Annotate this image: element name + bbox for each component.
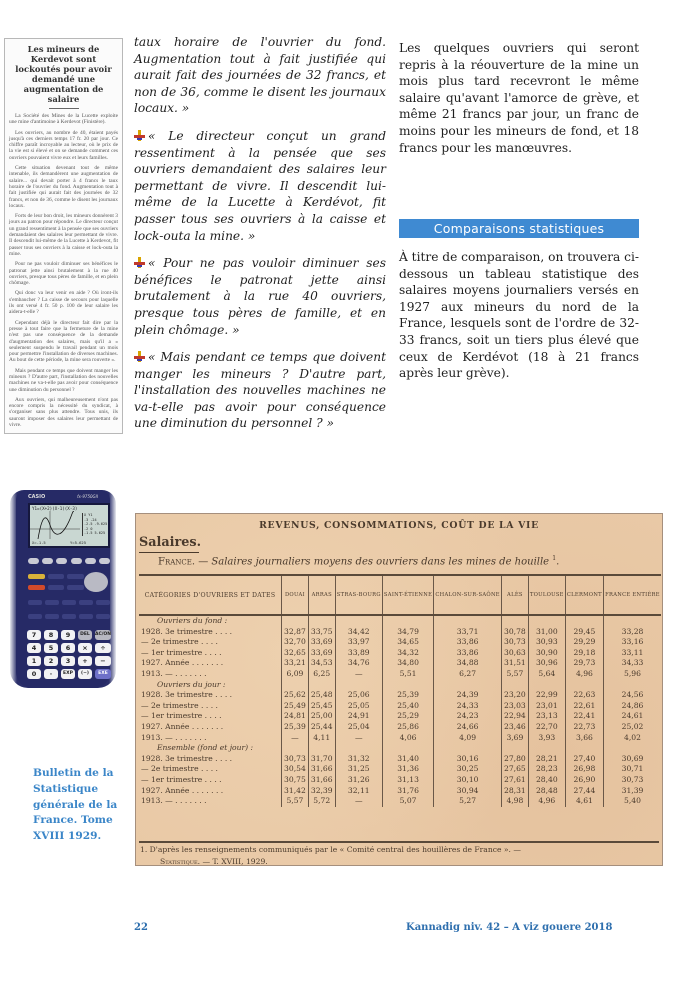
cell-value: 30,78: [501, 627, 528, 638]
group-header-row: [139, 615, 661, 627]
function-keys: [28, 558, 110, 564]
cell-value: 30,10: [434, 775, 502, 786]
cell-value: 32,11: [335, 786, 382, 797]
screen-x-value: X=-1.5: [32, 540, 46, 545]
cell-value: 33,21: [282, 658, 309, 669]
cell-value: 24,61: [604, 711, 661, 722]
calculator-image: [10, 490, 116, 688]
salary-table-body: [139, 615, 661, 807]
cell-value: 34,80: [382, 658, 433, 669]
calculator-key-row: [28, 574, 84, 579]
cell-value: 34,76: [335, 658, 382, 669]
cell-value: 34,65: [382, 637, 433, 648]
table-row: [139, 658, 661, 669]
cell-value: 25,29: [382, 711, 433, 722]
right-column-comparison: [399, 249, 639, 393]
quote-paragraph: taux horaire de l'ouvrier du fond. Augmentation tout à fait justifiée qui aurait fait des journées de 32 francs, et non de 36, comme le disent les journaux locaux. »: [134, 35, 386, 116]
cell-value: 25,44: [308, 722, 335, 733]
cell-value: 34,42: [335, 627, 382, 638]
column-header: DOUAI: [282, 575, 309, 615]
cell-value: 24,39: [434, 690, 502, 701]
cell-value: 24,81: [282, 711, 309, 722]
cell-value: 31,70: [308, 754, 335, 765]
table-header-row: [139, 575, 661, 615]
cell-value: 34,32: [382, 648, 433, 659]
right-column-intro: [399, 40, 639, 167]
cell-value: 32,65: [282, 648, 309, 659]
table-row: [139, 701, 661, 712]
table-row: [139, 775, 661, 786]
cell-value: 31,32: [335, 754, 382, 765]
cell-value: 24,56: [604, 690, 661, 701]
newspaper-clipping: [4, 38, 123, 434]
cell-value: 31,00: [528, 627, 565, 638]
cell-value: 32,39: [308, 786, 335, 797]
row-label: 1928. 3e trimestre . . . .: [141, 690, 233, 700]
body-paragraph: À titre de comparaison, on trouvera ci-dessous un tableau statistique des salaires moyens journaliers versés en 1927 aux mineurs du nord de la France, lesquels sont de l'ordre de 32-33 francs, soit un tiers plus élevé que ceux de Kerdévot (18 à 21 francs après leur grève).: [399, 250, 640, 381]
cell-value: 31,51: [501, 658, 528, 669]
calculator-key-row: [28, 614, 110, 619]
cell-value: 33,16: [604, 637, 661, 648]
cell-value: 33,28: [604, 627, 661, 638]
clipping-paragraph: Cependant déjà le directeur fait dire par la presse à tout faire que la fermeture de la mine n'est pas une conséquence de la demande d'augmentation des salaires, mais qu'il a « seulement suspendu le travail pendant un mois pour permettre l'installation de diverses machines. Au bout de cette période, la mine sera rouverte ».: [9, 319, 118, 364]
clipping-divider: [49, 108, 79, 109]
cell-value: 5,64: [528, 669, 565, 680]
page-number: 22: [134, 922, 148, 933]
cell-value: 33,86: [434, 637, 502, 648]
scanned-salary-table: [135, 513, 663, 866]
cell-value: 27,61: [501, 775, 528, 786]
cell-value: 29,29: [565, 637, 603, 648]
cell-value: 32,70: [282, 637, 309, 648]
cell-value: 25,02: [604, 722, 661, 733]
cell-value: 26,90: [565, 775, 603, 786]
row-label: 1913. — . . . . . . .: [141, 668, 207, 678]
cell-value: 24,23: [434, 711, 502, 722]
cell-value: 30,90: [528, 648, 565, 659]
cell-value: 4,11: [308, 733, 335, 744]
cell-value: 23,03: [501, 701, 528, 712]
table-row: [139, 648, 661, 659]
table-row: [139, 711, 661, 722]
cell-value: 31,26: [335, 775, 382, 786]
scan-footnote: 1. D'après les renseignements communiqués par le « Comité central des houillères de France ». —: [140, 845, 521, 854]
table-row: [139, 690, 661, 701]
cell-value: 4,06: [382, 733, 433, 744]
cell-value: 30,63: [501, 648, 528, 659]
quote-paragraph: « Le directeur conçut un grand ressentiment à la pensée que ses ouvriers demandaient des salaires leur permettant de vivre. Il descendit lui-même de la Lucette à Kerdévot, fit passer tous ses ouvriers à la caisse et lock-outa la mine. »: [134, 128, 386, 243]
clipping-paragraph: La Société des Mines de la Lucette exploite une mine d'antimoine à Kerdevot (Finistère).: [9, 113, 118, 126]
scan-title: REVENUS, CONSOMMATIONS, COÛT DE LA VIE: [259, 520, 539, 531]
section-title-banner: Comparaisons statistiques: [399, 219, 639, 238]
cell-value: 28,21: [528, 754, 565, 765]
cell-value: 31,39: [604, 786, 661, 797]
clipping-paragraph: Qui donc va leur venir en aide ? Où iront-ils s'embaucher ? La caisse de secours pour laquelle ils ont versé 4 fr. 50 p. 100 de leur salaire les aidera-t-elle ?: [9, 290, 118, 316]
cell-value: 33,89: [335, 648, 382, 659]
table-row: [139, 722, 661, 733]
cell-value: —: [282, 733, 309, 744]
cell-value: 34,53: [308, 658, 335, 669]
cell-value: —: [335, 733, 382, 744]
cell-value: 30,73: [501, 637, 528, 648]
cell-value: 6,27: [434, 669, 502, 680]
column-header: FRANCE ENTIÈRE: [604, 575, 661, 615]
cell-value: 30,71: [604, 764, 661, 775]
cell-value: 4,96: [528, 796, 565, 807]
scan-section-heading: Salaires.: [139, 535, 199, 553]
cell-value: 30,16: [434, 754, 502, 765]
cell-value: 6,25: [308, 669, 335, 680]
body-paragraph: Les quelques ouvriers qui seront repris à la réouverture de la mine un mois plus tard recevront le même salaire qu'avant l'amorce de grève, et même 21 francs par jour, un franc de moins pour les mineurs de fond, et 18 francs pour les manœuvres.: [399, 41, 639, 155]
cell-value: 31,36: [382, 764, 433, 775]
cell-value: 27,80: [501, 754, 528, 765]
cell-value: 4,02: [604, 733, 661, 744]
row-label: 1928. 3e trimestre . . . .: [141, 626, 233, 636]
cell-value: 22,94: [501, 711, 528, 722]
table-row: [139, 637, 661, 648]
row-label: 1927. Année . . . . . . .: [141, 721, 224, 731]
cell-value: 31,25: [335, 764, 382, 775]
cell-value: 31,76: [382, 786, 433, 797]
cell-value: 30,25: [434, 764, 502, 775]
cell-value: 24,66: [434, 722, 502, 733]
column-header: SAINT-ÉTIENNE: [382, 575, 433, 615]
graph-curve-icon: [30, 511, 80, 539]
bullet-icon: [134, 351, 145, 362]
group-header-row: [139, 680, 661, 691]
scan-subtitle: France. — Salaires journaliers moyens des ouvriers dans les mines de houille $^1$.: [158, 555, 560, 568]
column-header: STRAS-BOURG: [335, 575, 382, 615]
cell-value: 5,40: [604, 796, 661, 807]
cell-value: 29,73: [565, 658, 603, 669]
cell-value: 25,05: [335, 701, 382, 712]
cell-value: 22,63: [565, 690, 603, 701]
calculator-keypad: 7 8 9 DEL AC/ON 4 5 6 × ÷ 1 2 3 + − 0 · EXP (−) EXE: [27, 630, 111, 679]
cell-value: 28,48: [528, 786, 565, 797]
cell-value: 29,45: [565, 627, 603, 638]
cell-value: 25,48: [308, 690, 335, 701]
clipping-paragraph: Mais pendant ce temps que doivent manger les mineurs ? D'autre part, l'installation des nouvelles machines ne va-t-elle pas avoir pour conséquence une diminution du personnel ?: [9, 367, 118, 393]
scan-source: Statistique. — T. XVIII, 1929.: [160, 857, 268, 866]
calculator-screen: [28, 503, 110, 548]
cell-value: 25,04: [335, 722, 382, 733]
cell-value: 25,86: [382, 722, 433, 733]
table-row: [139, 754, 661, 765]
table-row: [139, 669, 661, 680]
cell-value: 30,93: [528, 637, 565, 648]
quote-paragraph: « Mais pendant ce temps que doivent manger les mineurs ? D'autre part, l'installation des nouvelles machines ne va-t-elle pas avoir pour conséquence une diminution du personnel ? »: [134, 350, 386, 431]
cell-value: 27,40: [565, 754, 603, 765]
cell-value: 25,00: [308, 711, 335, 722]
table-row: [139, 764, 661, 775]
cell-value: 28,40: [528, 775, 565, 786]
cell-value: 34,33: [604, 658, 661, 669]
cell-value: 23,13: [528, 711, 565, 722]
row-label: — 2e trimestre . . . .: [141, 700, 218, 710]
column-header: ALÈS: [501, 575, 528, 615]
row-label: 1928. 3e trimestre . . . .: [141, 753, 233, 763]
cell-value: 30,69: [604, 754, 661, 765]
publication-footer: Kannadig niv. 42 – A viz gouere 2018: [406, 922, 613, 933]
cell-value: 28,31: [501, 786, 528, 797]
cell-value: 24,91: [335, 711, 382, 722]
table-row: [139, 733, 661, 744]
quote-paragraph: « Pour ne pas vouloir diminuer ses bénéfices le patronat jette ainsi brutalement à la rue 40 ouvriers, presque tous pères de famille, et en plein chômage. »: [134, 256, 386, 337]
cell-value: 30,75: [282, 775, 309, 786]
group-label: Ouvriers du jour :: [157, 679, 226, 689]
cell-value: 22,99: [528, 690, 565, 701]
cell-value: 31,40: [382, 754, 433, 765]
clipping-paragraph: Les ouvriers, au nombre de 40, étaient payés jusqu'à ces derniers temps 17 fr. 20 par jour. Ce chiffre paraît incroyable au lecteur, où le prix de la vie est si élevé et on se demande comment ces ouvriers pouvaient vivre eux et leurs familles.: [9, 129, 118, 161]
cell-value: 25,06: [335, 690, 382, 701]
column-header: TOULOUSE: [528, 575, 565, 615]
cell-value: 30,73: [604, 775, 661, 786]
cell-value: 33,86: [434, 648, 502, 659]
cell-value: 31,42: [282, 786, 309, 797]
row-label: — 2e trimestre . . . .: [141, 637, 218, 647]
cell-value: 4,98: [501, 796, 528, 807]
cell-value: 5,57: [501, 669, 528, 680]
cell-value: 25,62: [282, 690, 309, 701]
cell-value: 34,88: [434, 658, 502, 669]
row-label: — 1er trimestre . . . .: [141, 711, 222, 721]
cell-value: 25,45: [308, 701, 335, 712]
clipping-paragraph: Forts de leur bon droit, les mineurs donnèrent 3 jours au patron pour répondre. Le directeur conçut un grand ressentiment à la pensée que ses ouvriers demandaient des salaires leur permettant de vivre. Il descendit lui-même de la Lucette à Kerdevot, fit passer tous ses ouvriers à la caisse et lock-outa la mine.: [9, 213, 118, 257]
cell-value: 4,61: [565, 796, 603, 807]
cell-value: 30,96: [528, 658, 565, 669]
cell-value: 29,18: [565, 648, 603, 659]
cell-value: 4,09: [434, 733, 502, 744]
bullet-icon: [134, 257, 145, 268]
cell-value: 5,51: [382, 669, 433, 680]
screen-table: X Y1 -3 -24 -2.5 -9.625 -2 0 -1.5 5.625: [82, 513, 110, 536]
table-row: [139, 627, 661, 638]
cell-value: 30,94: [434, 786, 502, 797]
cell-value: 5,57: [282, 796, 309, 807]
row-label: — 1er trimestre . . . .: [141, 774, 222, 784]
screen-formula: Y1=(X+2)(X-1)(X-3): [32, 506, 78, 511]
cell-value: —: [335, 669, 382, 680]
cell-value: 25,49: [282, 701, 309, 712]
group-label: Ensemble (fond et jour) :: [157, 743, 254, 753]
screen-y-value: Y=5.625: [70, 540, 87, 545]
calculator-key-row: [28, 585, 84, 590]
group-header-row: [139, 743, 661, 754]
cell-value: 23,20: [501, 690, 528, 701]
cell-value: 31,66: [308, 775, 335, 786]
cell-value: 22,61: [565, 701, 603, 712]
clipping-paragraph: Pour ne pas vouloir diminuer ses bénéfices le patronat jette ainsi brutalement à la rue 40 ouvriers, presque tous pères de famille, et en plein chômage.: [9, 261, 118, 287]
cell-value: 23,01: [528, 701, 565, 712]
cell-value: 31,13: [382, 775, 433, 786]
column-header: CHALON-SUR-SAÔNE: [434, 575, 502, 615]
direction-pad: [84, 572, 108, 592]
cell-value: 3,93: [528, 733, 565, 744]
cell-value: 33,69: [308, 648, 335, 659]
scan-footer-rule: [139, 841, 659, 843]
cell-value: 31,66: [308, 764, 335, 775]
row-label: — 2e trimestre . . . .: [141, 764, 218, 774]
table-source-caption: Bulletin de la Statistique générale de la France. Tome XVIII 1929.: [33, 767, 118, 843]
cell-value: 25,39: [282, 722, 309, 733]
cell-value: 5,96: [604, 669, 661, 680]
cell-value: 24,33: [434, 701, 502, 712]
cell-value: 23,46: [501, 722, 528, 733]
cell-value: 25,40: [382, 701, 433, 712]
column-header: CATÉGORIES D'OUVRIERS ET DATES: [139, 575, 282, 615]
row-label: — 1er trimestre . . . .: [141, 647, 222, 657]
row-label: 1913. — . . . . . . .: [141, 796, 207, 806]
cell-value: 28,23: [528, 764, 565, 775]
cell-value: 24,86: [604, 701, 661, 712]
cell-value: 26,98: [565, 764, 603, 775]
cell-value: 25,39: [382, 690, 433, 701]
clipping-headline: Les mineurs de Kerdevot sont lockoutés pour avoir demandé une augmentation de salaire: [15, 44, 112, 104]
salary-table: [139, 574, 661, 807]
cell-value: 5,72: [308, 796, 335, 807]
cell-value: 6,09: [282, 669, 309, 680]
clipping-paragraph: Aux ouvriers, qui malheureusement n'ont pas encore compris la nécessité du syndicat, à s'organiser sans plus attendre. Tous unis, ils sauront imposer des salaires leur permettant de vivre.: [9, 396, 118, 429]
clipping-paragraph: Cette situation devenant tout de même intenable, ils demandèrent une augmentation de salaire... qui devait porter à 4 francs le taux horaire de l'ouvrier du fond. Augmentation tout à fait justifiée qui aurait fait des journées de 32 francs, et non de 36, comme le disent les journaux locaux.: [9, 165, 118, 209]
calculator-model: fx-9750GII: [77, 494, 98, 499]
cell-value: 3,66: [565, 733, 603, 744]
cell-value: 3,69: [501, 733, 528, 744]
cell-value: 4,96: [565, 669, 603, 680]
middle-column: [134, 34, 386, 443]
calculator-body: [16, 490, 110, 688]
cell-value: 27,65: [501, 764, 528, 775]
bullet-icon: [134, 130, 145, 141]
calculator-key-row: [28, 600, 110, 605]
cell-value: 5,27: [434, 796, 502, 807]
cell-value: 22,70: [528, 722, 565, 733]
cell-value: 22,41: [565, 711, 603, 722]
cell-value: 32,87: [282, 627, 309, 638]
cell-value: 33,97: [335, 637, 382, 648]
group-label: Ouvriers du fond :: [157, 616, 228, 625]
table-row: [139, 796, 661, 807]
cell-value: 34,79: [382, 627, 433, 638]
cell-value: 30,73: [282, 754, 309, 765]
cell-value: 30,54: [282, 764, 309, 775]
cell-value: 33,11: [604, 648, 661, 659]
row-label: 1927. Année . . . . . . .: [141, 785, 224, 795]
calculator-brand: CASIO: [28, 494, 46, 500]
cell-value: 33,71: [434, 627, 502, 638]
column-header: CLERMONT: [565, 575, 603, 615]
cell-value: 5,07: [382, 796, 433, 807]
column-header: ARRAS: [308, 575, 335, 615]
row-label: 1927. Année . . . . . . .: [141, 658, 224, 668]
cell-value: 33,69: [308, 637, 335, 648]
cell-value: —: [335, 796, 382, 807]
row-label: 1913. — . . . . . . .: [141, 732, 207, 742]
cell-value: 22,73: [565, 722, 603, 733]
cell-value: 33,75: [308, 627, 335, 638]
cell-value: 27,44: [565, 786, 603, 797]
table-row: [139, 786, 661, 797]
